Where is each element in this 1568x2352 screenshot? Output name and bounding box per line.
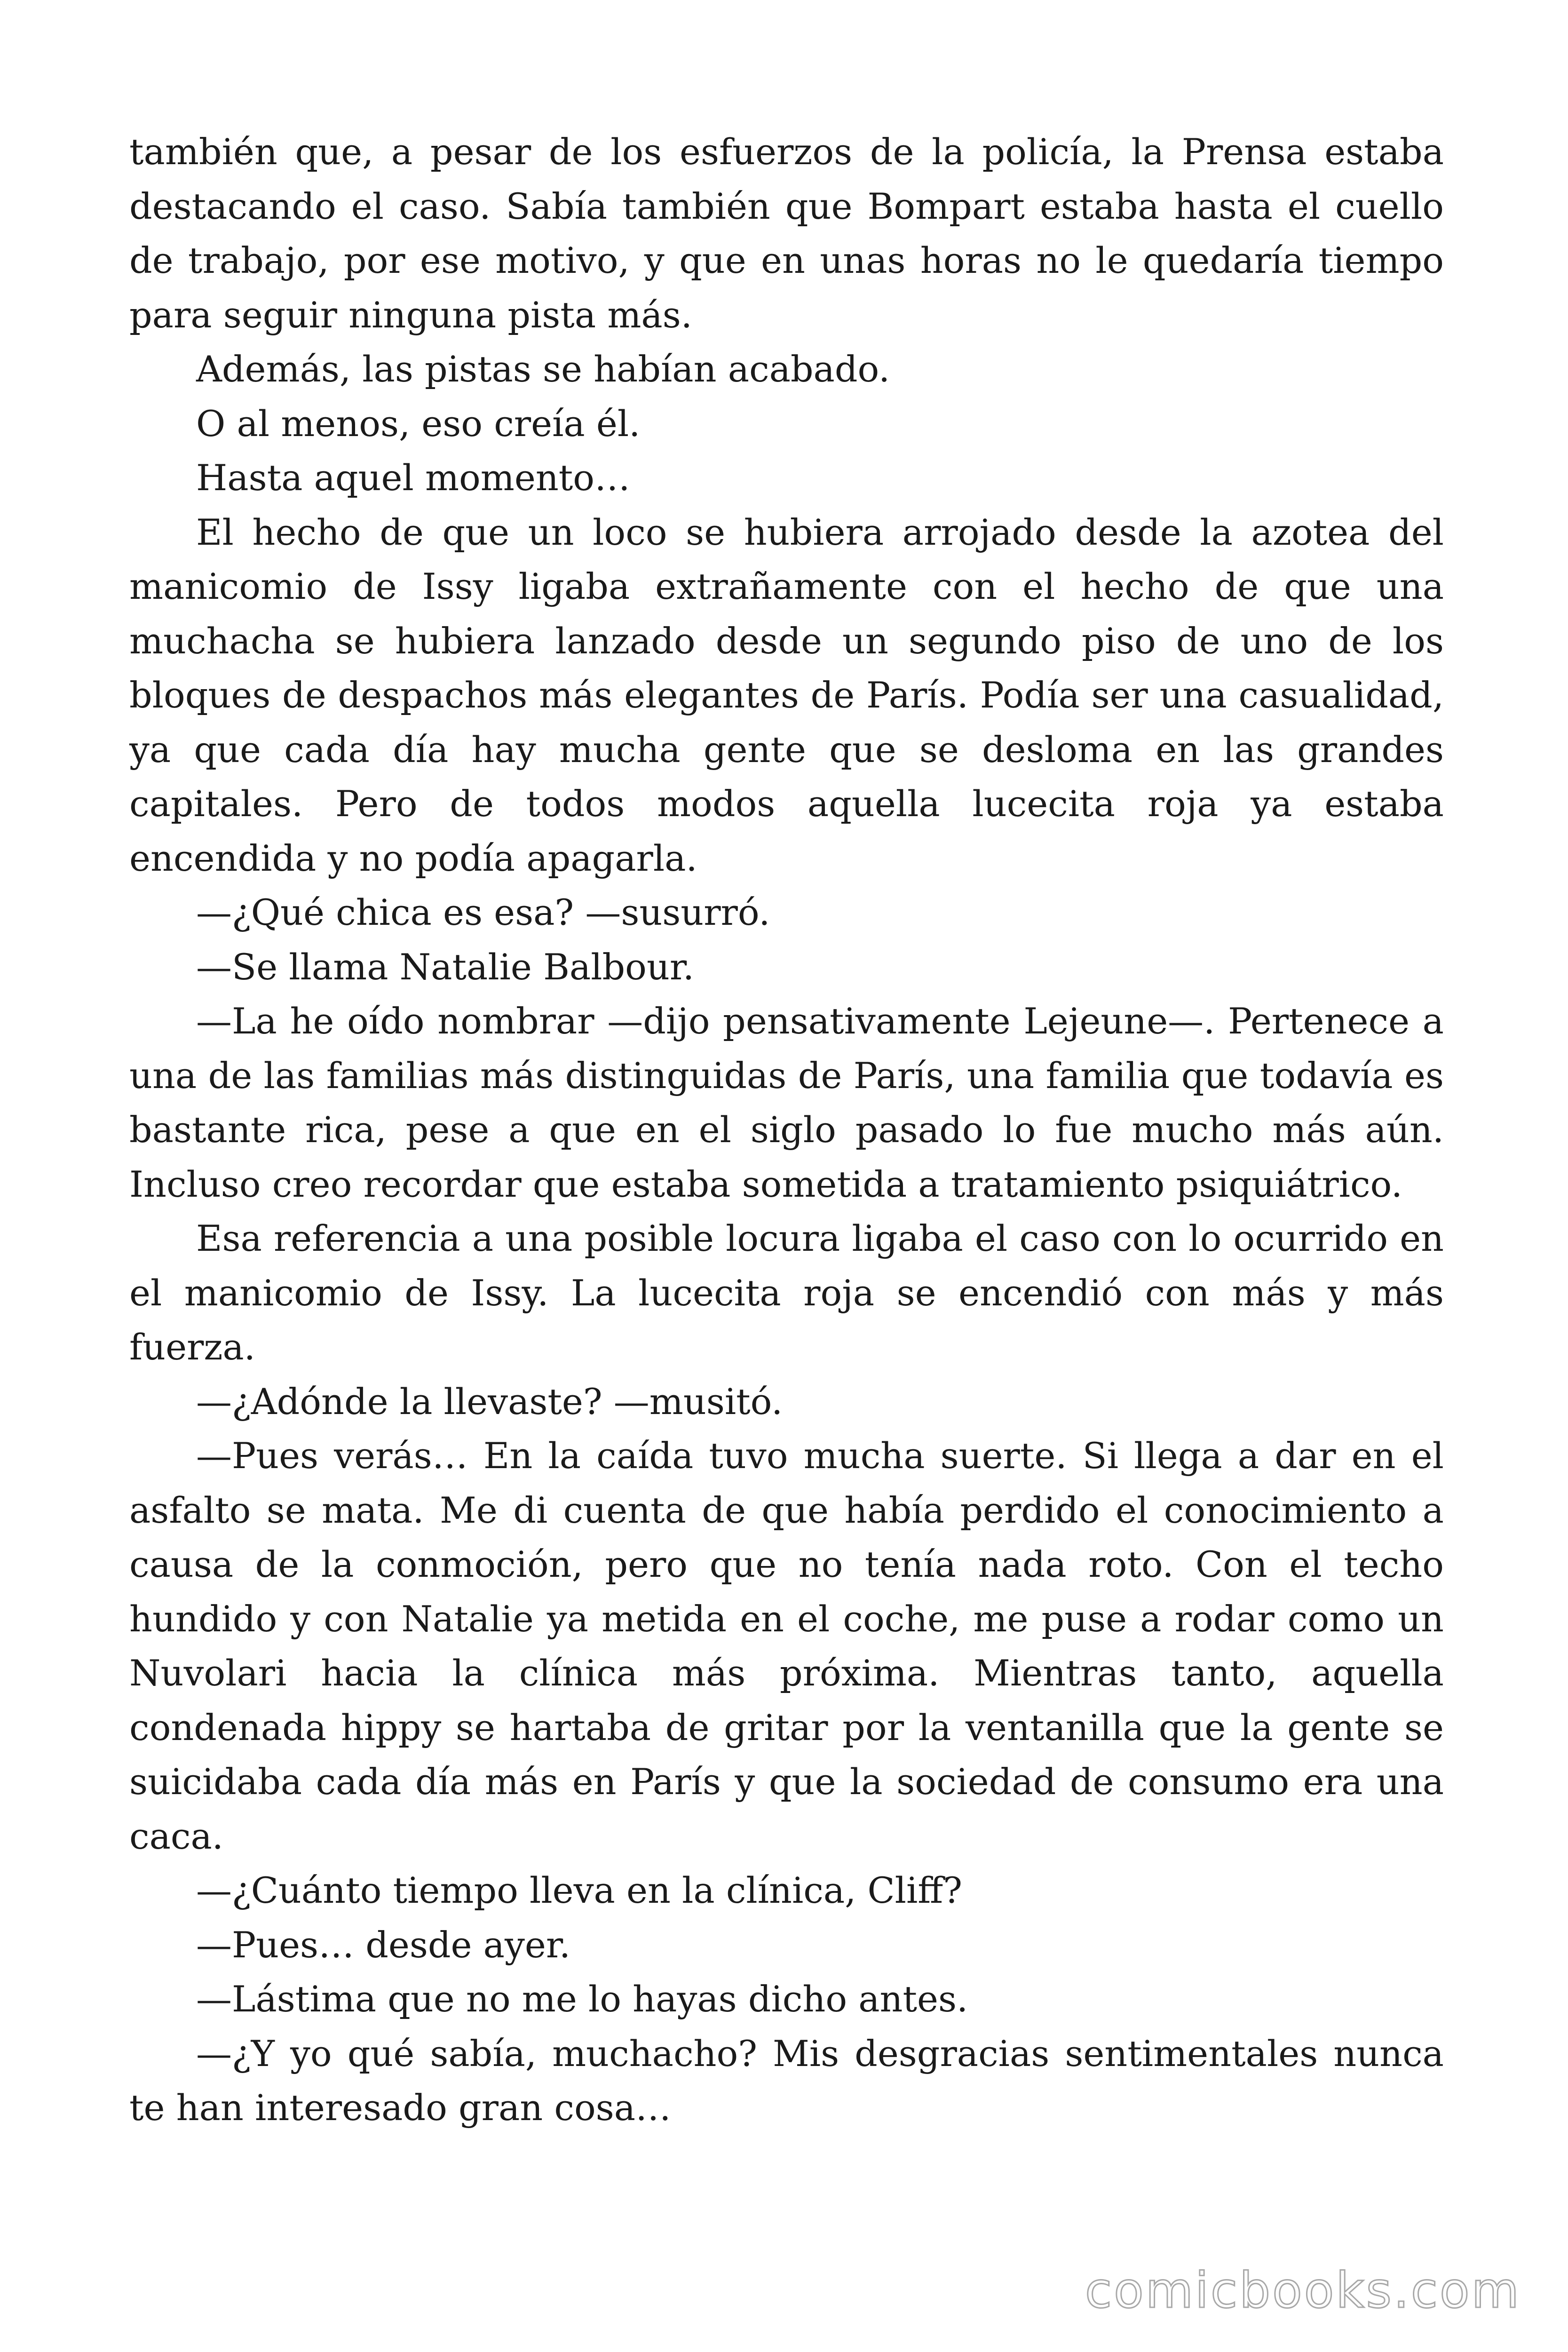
paragraph-4: Hasta aquel momento… <box>196 457 631 499</box>
paragraph-14: —Lástima que no me lo hayas dicho antes. <box>196 1978 968 2020</box>
paragraph-5: El hecho de que un loco se hubiera arrojado desde la azotea del manicomio de Issy ligaba extrañamente con el hecho de que una muchacha se hubiera lanzado desde un segundo piso de uno de los bloques de despachos más elegantes de París. Podía ser una casualidad, ya que cada día hay mucha gente que se desloma en las grandes capitales. Pero de todos modos aquella lucecita roja ya estaba encendida y no podía apagarla. <box>129 511 1444 879</box>
paragraph-2: Además, las pistas se habían acabado. <box>196 348 890 390</box>
paragraph-6: —¿Qué chica es esa? —susurró. <box>196 891 770 933</box>
paragraph-8: —La he oído nombrar —dijo pensativamente Lejeune—. Pertenece a una de las familias más distinguidas de París, una familia que todavía es bastante rica, pese a que en el siglo pasado lo fue mucho más aún. Incluso creo recordar que estaba sometida a tratamiento psiquiátrico. <box>129 1000 1444 1205</box>
paragraph-13: —Pues… desde ayer. <box>196 1923 570 1966</box>
paragraph-1: también que, a pesar de los esfuerzos de la policía, la Prensa estaba destacando el caso. Sabía también que Bompart estaba hasta el cuello de trabajo, por ese motivo, y que en unas horas no le quedaría tiempo para seguir ninguna pista más. <box>129 131 1444 336</box>
watermark: comicbooks.com <box>1085 2262 1521 2319</box>
paragraph-10: —¿Adónde la llevaste? —musitó. <box>196 1380 783 1422</box>
page-text <box>129 125 1444 2135</box>
paragraph-15: —¿Y yo qué sabía, muchacho? Mis desgracias sentimentales nunca te han interesado gran cosa… <box>129 2032 1444 2129</box>
paragraph-11: —Pues verás… En la caída tuvo mucha suerte. Si llega a dar en el asfalto se mata. Me di cuenta de que había perdido el conocimiento a causa de la conmoción, pero que no tenía nada roto. Con el techo hundido y con Natalie ya metida en el coche, me puse a rodar como un Nuvolari hacia la clínica más próxima. Mientras tanto, aquella condenada hippy se hartaba de gritar por la ventanilla que la gente se suicidaba cada día más en París y que la sociedad de consumo era una caca. <box>129 1435 1444 1857</box>
paragraph-7: —Se llama Natalie Balbour. <box>196 946 695 988</box>
paragraph-3: O al menos, eso creía él. <box>196 402 641 445</box>
paragraph-12: —¿Cuánto tiempo lleva en la clínica, Cliff? <box>196 1869 962 1911</box>
paragraph-9: Esa referencia a una posible locura ligaba el caso con lo ocurrido en el manicomio de Issy. La lucecita roja se encendió con más y más fuerza. <box>129 1217 1444 1368</box>
